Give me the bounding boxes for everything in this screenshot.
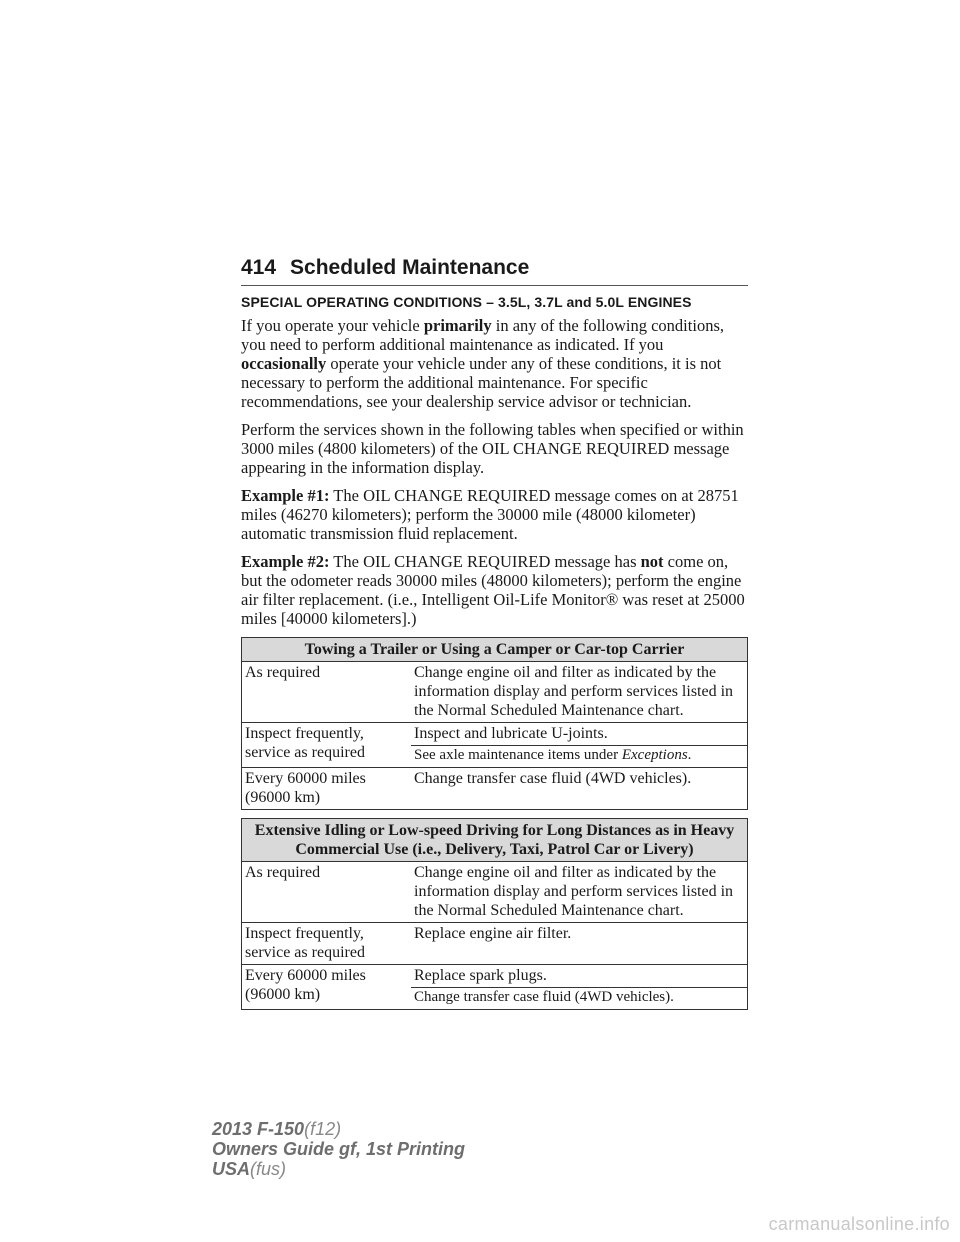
print-footer: [212, 1119, 465, 1179]
table-header-row: [242, 638, 748, 662]
example-1-paragraph: [241, 486, 748, 543]
service-item: [414, 746, 744, 765]
header-divider: [241, 285, 748, 286]
service-cell: Replace engine air filter.: [411, 923, 748, 965]
model-code: (f12): [304, 1119, 342, 1139]
page-number: 414: [241, 256, 277, 279]
page-content: [241, 294, 748, 1010]
service-cell: [411, 723, 748, 768]
service-item: Inspect and lubricate U-joints.: [411, 724, 747, 746]
watermark: carmanualsonline.info: [768, 1214, 950, 1234]
emphasis-not: not: [640, 552, 664, 571]
example-2-label: Example #2:: [241, 552, 330, 571]
table-row: [242, 965, 748, 1010]
emphasis-occasionally: occasionally: [241, 354, 327, 373]
table-row: [242, 923, 748, 965]
page-title: Scheduled Maintenance: [290, 256, 530, 279]
model-label: 2013 F-150: [212, 1119, 305, 1139]
text: come on, but the odometer reads 30000 miles (48000 kilometers); perform the engine air filter replacement. (i.e., Intelligent Oil-Life Monitor® was reset at 25000 miles [40000 kilometers].): [241, 552, 745, 628]
footer-line: Owners Guide gf, 1st Printing: [212, 1139, 466, 1159]
intro-paragraph: [241, 316, 748, 411]
text: .: [687, 747, 692, 763]
footer-line: [212, 1119, 465, 1139]
table-row: [242, 662, 748, 723]
table-row: [242, 723, 748, 768]
service-item: Replace spark plugs.: [411, 966, 747, 988]
service-cell: Change engine oil and filter as indicated by the information display and perform services listed in the Normal Scheduled Maintenance chart.: [411, 862, 748, 923]
exceptions-reference: Exceptions: [621, 747, 688, 763]
interval-cell: As required: [242, 862, 412, 923]
text: The OIL CHANGE REQUIRED message has: [329, 552, 641, 571]
text: in any of the following conditions, you need to perform additional maintenance as indicated. If you: [241, 316, 724, 354]
interval-cell: As required: [242, 662, 412, 723]
interval-cell: Inspect frequently, service as required: [242, 723, 412, 768]
table-header-row: [242, 819, 748, 862]
interval-cell: Inspect frequently, service as required: [242, 923, 412, 965]
table-heading: Extensive Idling or Low-speed Driving for Long Distances as in Heavy Commercial Use (i.e., Delivery, Taxi, Patrol Car or Livery): [242, 819, 748, 862]
interval-cell: Every 60000 miles (96000 km): [242, 768, 412, 810]
text: operate your vehicle under any of these conditions, it is not necessary to perform the additional maintenance. For specific recommendations, see your dealership service advisor or technician.: [241, 354, 722, 411]
idling-table: [241, 818, 748, 1010]
section-heading: SPECIAL OPERATING CONDITIONS – 3.5L, 3.7L and 5.0L ENGINES: [241, 294, 692, 310]
emphasis-primarily: primarily: [423, 316, 492, 335]
table-heading: Towing a Trailer or Using a Camper or Car-top Carrier: [242, 638, 748, 662]
service-cell: Change engine oil and filter as indicated by the information display and perform services listed in the Normal Scheduled Maintenance chart.: [411, 662, 748, 723]
market-code: (fus): [250, 1159, 287, 1179]
towing-table: [241, 637, 748, 810]
table-row: [242, 862, 748, 923]
text: See axle maintenance items under: [414, 747, 622, 763]
interval-cell: Every 60000 miles (96000 km): [242, 965, 412, 1010]
example-1-label: Example #1:: [241, 486, 330, 505]
service-cell: Change transfer case fluid (4WD vehicles).: [411, 768, 748, 810]
example-2-paragraph: [241, 552, 748, 628]
service-cell: [411, 965, 748, 1010]
footer-line: [212, 1159, 465, 1179]
service-item: Change transfer case fluid (4WD vehicles).: [414, 989, 674, 1005]
page-header: [241, 256, 748, 280]
text: If you operate your vehicle: [241, 316, 424, 335]
services-paragraph: Perform the services shown in the following tables when specified or within 3000 miles (4800 kilometers) of the OIL CHANGE REQUIRED message appearing in the information display.: [241, 420, 744, 477]
text: The OIL CHANGE REQUIRED message comes on at 28751 miles (46270 kilometers); perform the 30000 mile (48000 kilometer) automatic transmission fluid replacement.: [241, 486, 739, 543]
market-label: USA: [212, 1159, 251, 1179]
table-row: [242, 768, 748, 810]
